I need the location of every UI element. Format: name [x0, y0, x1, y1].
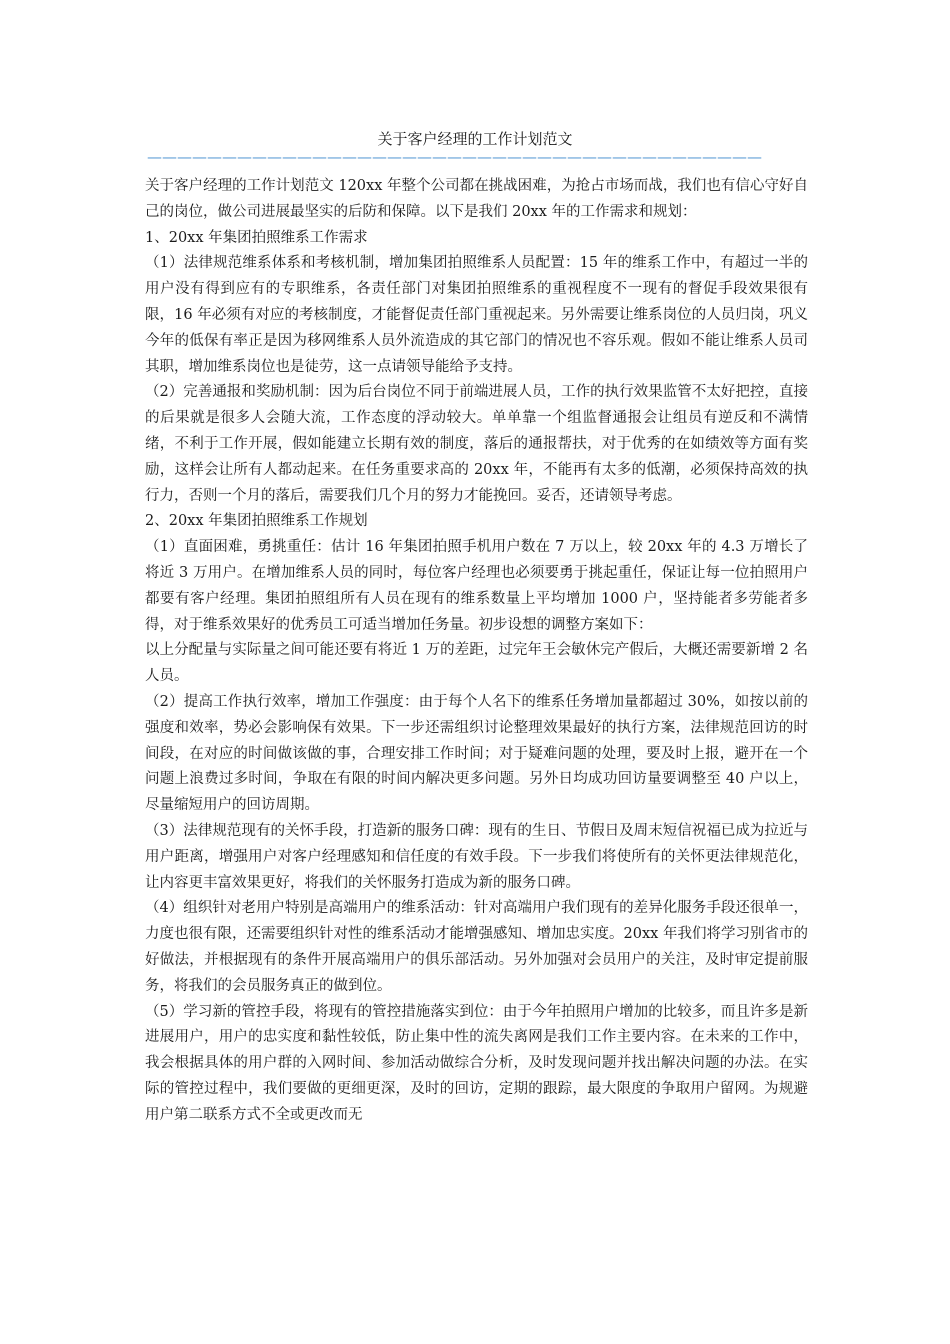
document-body	[145, 174, 808, 1128]
document-title: 关于客户经理的工作计划范文	[377, 130, 573, 148]
title-divider: —————————————————————————————————————————	[147, 151, 762, 163]
paragraph-2-5: （5）学习新的管控手段，将现有的管控措施落实到位：由于今年拍照用户增加的比较多，而且许多是新进展用户，用户的忠实度和黏性较低，防止集中性的流失离网是我们工作主要内容。在未来的工作中，我会根据具体的用户群的入网时间、参加活动做综合分析，及时发现问题并找出解决问题的办法。在实际的管控过程中，我们要做的更细更深，及时的回访，定期的跟踪，最大限度的争取用户留网。为规避用户第二联系方式不全或更改而无	[145, 1003, 808, 1123]
paragraph-2-2: （2）提高工作执行效率，增加工作强度：由于每个人名下的维系任务增加量都超过 30%，如按以前的强度和效率，势必会影响保有效果。下一步还需组织讨论整理效果最好的执行方案，法律规范回访的时间段，在对应的时间做该做的事，合理安排工作时间；对于疑难问题的处理，要及时上报，避开在一个问题上浪费过多时间，争取在有限的时间内解决更多问题。另外日均成功回访量要调整至 40 户以上，尽量缩短用户的回访周期。	[145, 693, 808, 814]
section-heading-2: 2、20xx 年集团拍照维系工作规划	[145, 513, 368, 530]
paragraph-1-1: （1）法律规范维系体系和考核机制，增加集团拍照维系人员配置：15 年的维系工作中，有超过一半的用户没有得到应有的专职维系，各责任部门对集团拍照维系的重视程度不一现有的督促手段效果很有限，16 年必须有对应的考核制度，才能督促责任部门重视起来。另外需要让维系岗位的人员归岗，巩义今年的低保有率正是因为移网维系人员外流造成的其它部门的情况也不容乐观。假如不能让维系人员司其职，增加维系岗位也是徒劳，这一点请领导能给予支持。	[145, 255, 808, 375]
paragraph-2-1-note: 以上分配量与实际量之间可能还要有将近 1 万的差距，过完年王会敏休完产假后，大概还需要新增 2 名人员。	[145, 642, 808, 685]
paragraph-2-3: （3）法律规范现有的关怀手段，打造新的服务口碑：现有的生日、节假日及周末短信祝福已成为拉近与用户距离，增强用户对客户经理感知和信任度的有效手段。下一步我们将使所有的关怀更法律规范化，让内容更丰富效果更好，将我们的关怀服务打造成为新的服务口碑。	[145, 822, 808, 891]
paragraph-1-2: （2）完善通报和奖励机制：因为后台岗位不同于前端进展人员，工作的执行效果监管不太好把控，直接的后果就是很多人会随大流，工作态度的浮动较大。单单靠一个组监督通报会让组员有逆反和不满情绪，不利于工作开展，假如能建立长期有效的制度，落后的通报帮扶，对于优秀的在如绩效等方面有奖励，这样会让所有人都动起来。在任务重要求高的 20xx 年，不能再有太多的低潮，必须保持高效的执行力，否则一个月的落后，需要我们几个月的努力才能挽回。妥否，还请领导考虑。	[145, 384, 808, 504]
intro-paragraph: 关于客户经理的工作计划范文 120xx 年整个公司都在挑战困难，为抢占市场而战，我们也有信心守好自己的岗位，做公司进展最坚实的后防和保障。以下是我们 20xx 年的工作需求和规划：	[145, 178, 808, 220]
paragraph-2-1: （1）直面困难，勇挑重任：估计 16 年集团拍照手机用户数在 7 万以上，较 20xx 年的 4.3 万增长了将近 3 万用户。在增加维系人员的同时，每位客户经理也必须要勇于挑起重任，保证让每一位拍照用户都要有客户经理。集团拍照组所有人员在现有的维系数量上平均增加 1000 户，坚持能者多劳能者多得，对于维系效果好的优秀员工可适当增加任务量。初步设想的调整方案如下：	[145, 539, 808, 633]
section-heading-1: 1、20xx 年集团拍照维系工作需求	[145, 229, 368, 246]
paragraph-2-4: （4）组织针对老用户特别是高端用户的维系活动：针对高端用户我们现有的差异化服务手段还很单一，力度也很有限，还需要组织针对性的维系活动才能增强感知、增加忠实度。20xx 年我们将学习别省市的好做法，并根据现有的条件开展高端用户的俱乐部活动。另外加强对会员用户的关注，及时审定提前服务，将我们的会员服务真正的做到位。	[145, 900, 808, 994]
